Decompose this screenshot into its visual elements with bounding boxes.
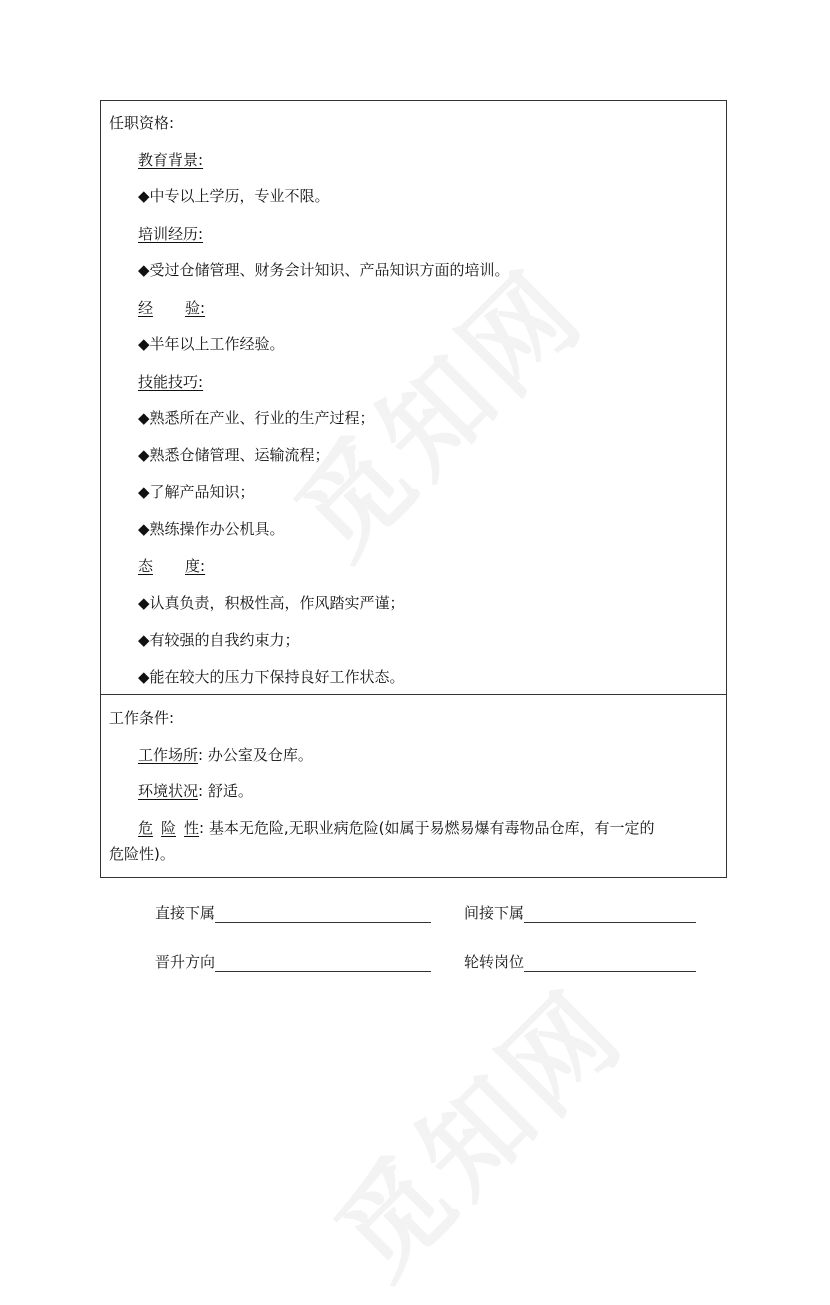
workplace-label: 工作场所 [138, 746, 199, 764]
experience-item: ◆半年以上工作经验。 [138, 335, 285, 353]
environment-value: : 舒适。 [198, 782, 253, 800]
environment-row [138, 780, 253, 801]
experience-label-b: 验: [185, 299, 206, 317]
rotation-field [464, 951, 696, 972]
attitude-item: ◆能在较大的压力下保持良好工作状态。 [138, 668, 405, 686]
direct-subordinate-label: 直接下属 [155, 904, 216, 922]
experience-label [138, 297, 205, 318]
workplace-value: : 办公室及仓库。 [198, 746, 313, 764]
danger-value-line2: 危险性)。 [109, 845, 175, 863]
skills-item: ◆了解产品知识； [138, 483, 255, 501]
skills-label: 技能技巧: [138, 373, 204, 391]
danger-label [138, 819, 199, 837]
conditions-title: 工作条件: [109, 709, 175, 727]
danger-label-b: 险 [161, 819, 177, 837]
direct-subordinate-field [155, 902, 431, 923]
rotation-label: 轮转岗位 [464, 953, 525, 971]
qualifications-box [100, 100, 727, 695]
danger-label-a: 危 [138, 819, 154, 837]
danger-row [138, 817, 655, 838]
skills-item: ◆熟悉仓储管理、运输流程； [138, 446, 330, 464]
training-item: ◆受过仓储管理、财务会计知识、产品知识方面的培训。 [138, 261, 510, 279]
attitude-item: ◆有较强的自我约束力； [138, 631, 300, 649]
promotion-field [155, 951, 431, 972]
indirect-subordinate-field [464, 902, 696, 923]
direct-subordinate-line[interactable] [215, 906, 431, 923]
attitude-label-a: 态 [138, 557, 154, 575]
qualifications-title: 任职资格: [109, 114, 175, 132]
skills-item: ◆熟悉所在产业、行业的生产过程； [138, 409, 375, 427]
promotion-label: 晋升方向 [155, 953, 216, 971]
skills-item: ◆熟练操作办公机具。 [138, 520, 285, 538]
danger-label-c: 性 [184, 819, 200, 837]
indirect-subordinate-label: 间接下属 [464, 904, 525, 922]
rotation-line[interactable] [524, 955, 696, 972]
education-item: ◆中专以上学历，专业不限。 [138, 187, 330, 205]
conditions-box [100, 694, 727, 878]
danger-value-line1: : 基本无危险,无职业病危险(如属于易燃易爆有毒物品仓库，有一定的 [199, 819, 655, 837]
environment-label: 环境状况 [138, 782, 199, 800]
training-label: 培训经历: [138, 225, 204, 243]
education-label: 教育背景: [138, 151, 204, 169]
attitude-label [138, 555, 205, 576]
promotion-line[interactable] [215, 955, 431, 972]
experience-label-a: 经 [138, 299, 154, 317]
attitude-label-b: 度: [185, 557, 206, 575]
indirect-subordinate-line[interactable] [524, 906, 696, 923]
workplace-row [138, 744, 313, 765]
watermark-bottom [296, 950, 652, 1305]
attitude-item: ◆认真负责，积极性高，作风踏实严谨； [138, 594, 405, 612]
